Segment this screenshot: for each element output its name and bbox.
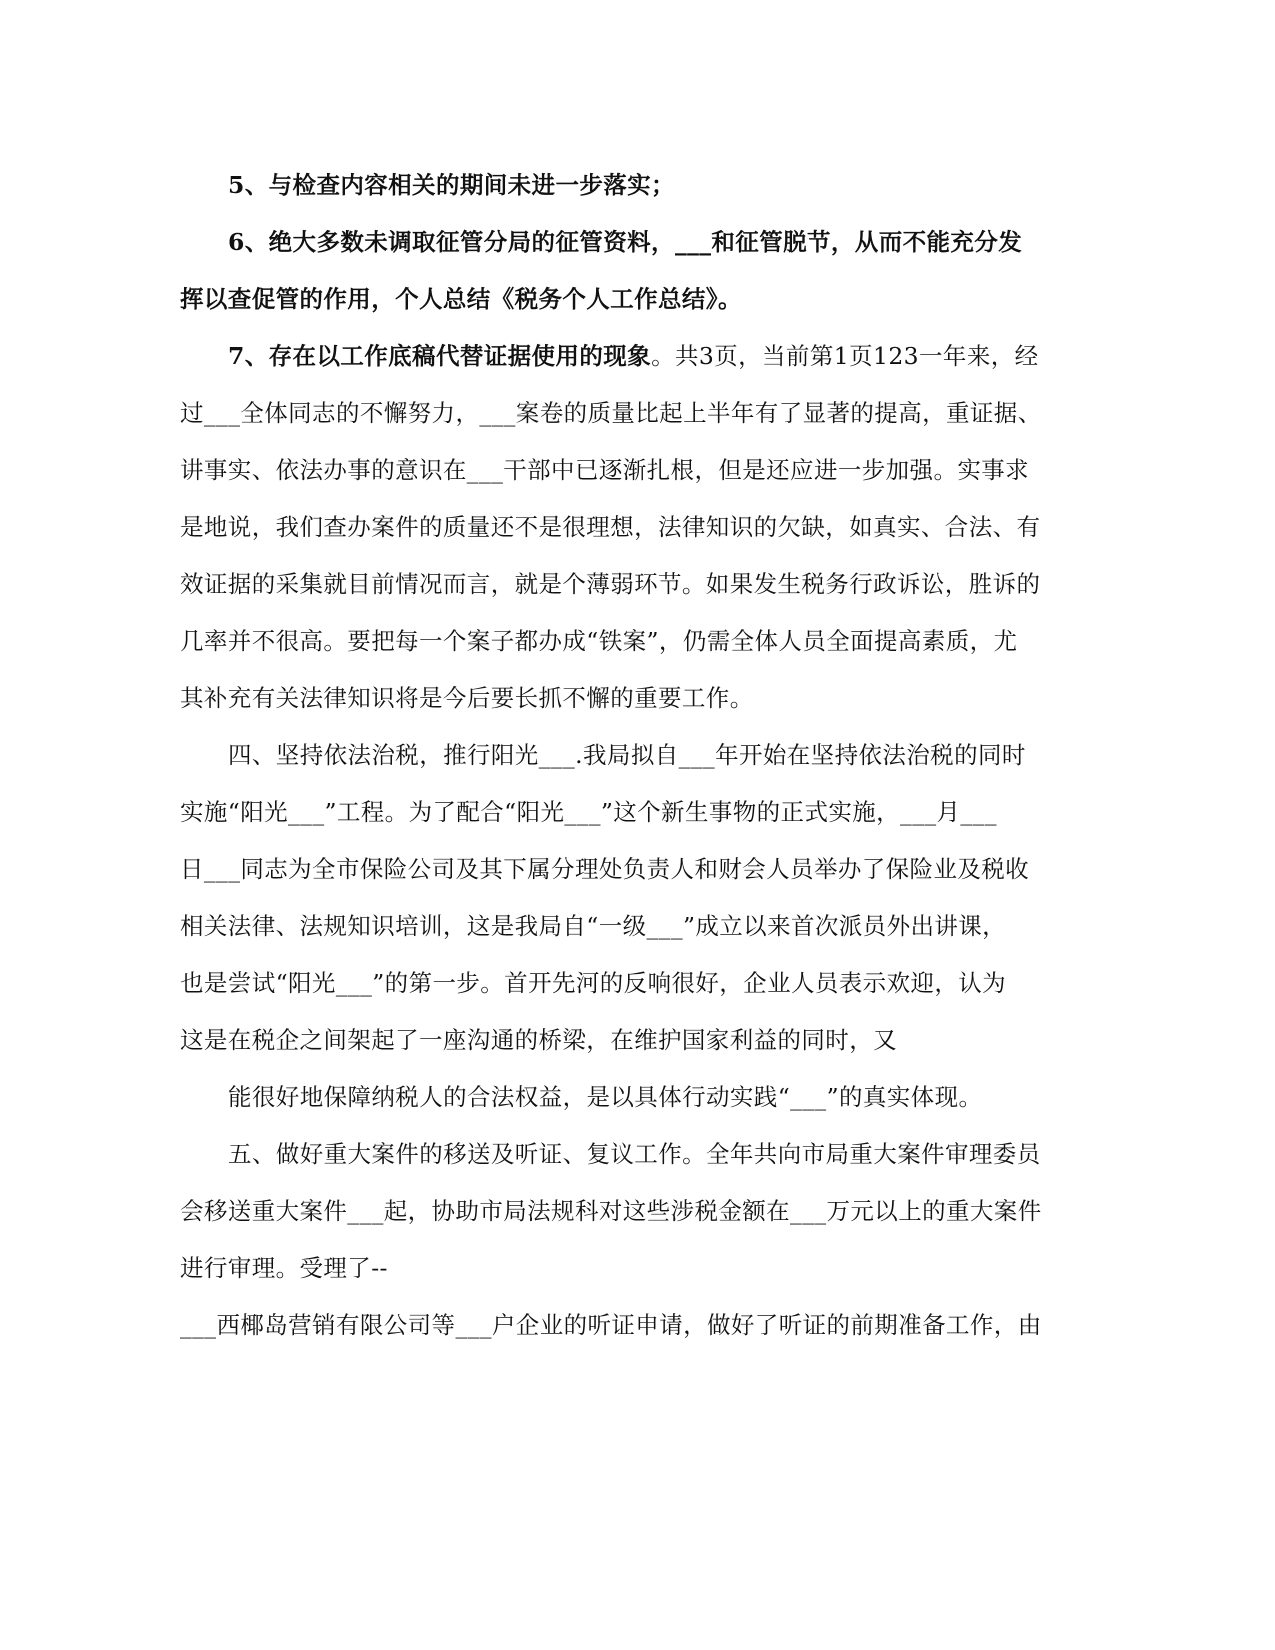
list-item-6-line-1: 6、绝大多数未调取征管分局的征管资料，___和征管脱节，从而不能充分发: [228, 228, 1023, 256]
paragraph-line: 这是在税企之间架起了一座沟通的桥梁，在维护国家利益的同时，又: [180, 1026, 897, 1054]
paragraph-line: ___西椰岛营销有限公司等___户企业的听证申请，做好了听证的前期准备工作，由: [180, 1311, 1042, 1339]
list-item-7-normal-text: 。共3页，当前第1页123一年来，经: [651, 342, 1039, 370]
section-5-heading-line: 五、做好重大案件的移送及听证、复议工作。全年共向市局重大案件审理委员: [228, 1140, 1041, 1168]
list-item-6-line-2: 挥以查促管的作用，个人总结《税务个人工作总结》。: [180, 285, 742, 313]
paragraph-line: 其补充有关法律知识将是今后要长抓不懈的重要工作。: [180, 684, 754, 712]
paragraph-line: 相关法律、法规知识培训，这是我局自“一级___”成立以来首次派员外出讲课，: [180, 912, 1007, 940]
paragraph-line: 实施“阳光___”工程。为了配合“阳光___”这个新生事物的正式实施，___月___: [180, 798, 997, 826]
list-item-5: 5、与检查内容相关的期间未进一步落实；: [228, 171, 675, 199]
paragraph-line: 日___同志为全市保险公司及其下属分理处负责人和财会人员举办了保险业及税收: [180, 855, 1030, 883]
list-item-7-line-1: [228, 340, 1039, 372]
paragraph-line: 讲事实、依法办事的意识在___干部中已逐渐扎根，但是还应进一步加强。实事求: [180, 456, 1030, 484]
paragraph-line: 过___全体同志的不懈努力，___案卷的质量比起上半年有了显著的提高，重证据、: [180, 399, 1042, 427]
paragraph-line: 几率并不很高。要把每一个案子都办成“铁案”，仍需全体人员全面提高素质，尤: [180, 627, 1018, 655]
paragraph-line: 也是尝试“阳光___”的第一步。首开先河的反响很好，企业人员表示欢迎，认为: [180, 969, 1007, 997]
paragraph-line: 进行审理。受理了--: [180, 1254, 388, 1282]
paragraph-line: 会移送重大案件___起，协助市局法规科对这些涉税金额在___万元以上的重大案件: [180, 1197, 1042, 1225]
section-4-heading-line: 四、坚持依法治税，推行阳光___.我局拟自___年开始在坚持依法治税的同时: [228, 741, 1026, 769]
list-item-7-bold-text: 7、存在以工作底稿代替证据使用的现象: [228, 342, 652, 370]
paragraph-line: 效证据的采集就目前情况而言，就是个薄弱环节。如果发生税务行政诉讼，胜诉的: [180, 570, 1041, 598]
paragraph-line: 能很好地保障纳税人的合法权益，是以具体行动实践“___”的真实体现。: [228, 1083, 983, 1111]
paragraph-line: 是地说，我们查办案件的质量还不是很理想，法律知识的欠缺，如真实、合法、有: [180, 513, 1041, 541]
